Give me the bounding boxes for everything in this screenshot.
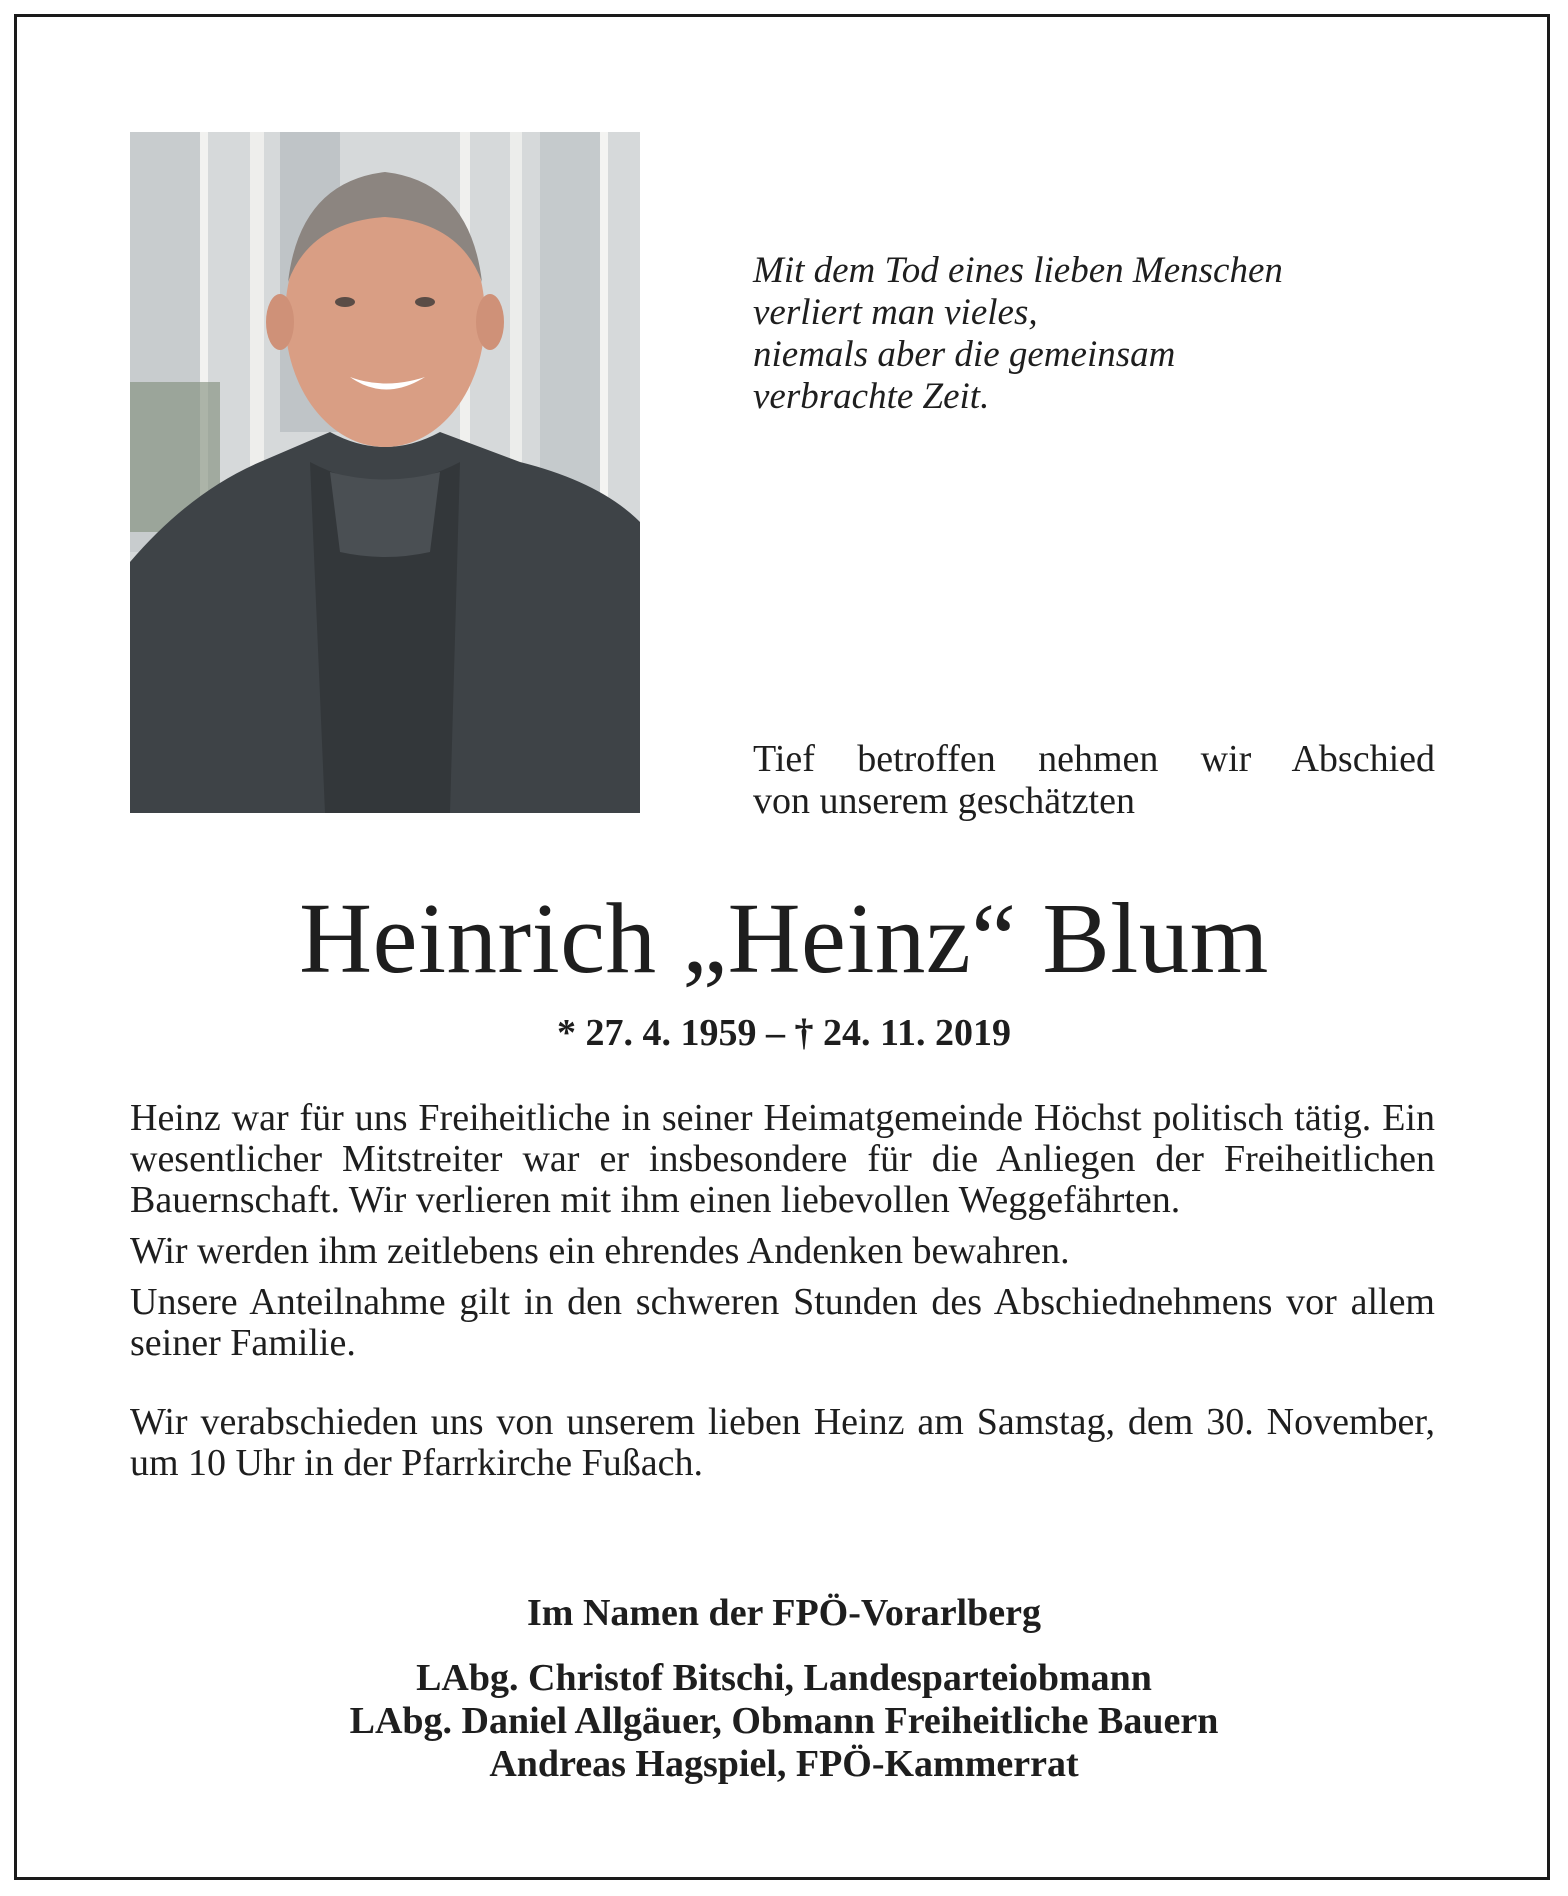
intro-text — [753, 738, 1435, 822]
body-paragraph: Unsere Anteilnahme gilt in den schweren Stunden des Abschiednehmens vor allem seiner Familie. — [130, 1281, 1435, 1364]
memorial-quote — [753, 250, 1433, 418]
intro-line: von unserem geschätzten — [753, 780, 1135, 822]
life-dates: * 27. 4. 1959 – † 24. 11. 2019 — [557, 1012, 1011, 1054]
signatory: LAbg. Daniel Allgäuer, Obmann Freiheitliche Bauern — [349, 1700, 1219, 1742]
quote-line: verbrachte Zeit. — [753, 376, 990, 417]
body-paragraph: Wir werden ihm zeitlebens ein ehrendes Andenken bewahren. — [130, 1230, 1070, 1272]
quote-line: Mit dem Tod eines lieben Menschen — [753, 250, 1283, 291]
signature-heading: Im Namen der FPÖ-Vorarlberg — [527, 1592, 1041, 1634]
body-paragraph: Wir verabschieden uns von unserem lieben Heinz am Samstag, dem 30. November, um 10 Uhr in der Pfarrkirche Fußach. — [130, 1401, 1435, 1484]
quote-line: niemals aber die gemeinsam — [753, 334, 1176, 375]
intro-line: Tief betroffen nehmen wir Abschied — [753, 738, 1435, 780]
signature-block — [0, 1592, 1568, 1786]
signatory: LAbg. Christof Bitschi, Landesparteiobmann — [416, 1657, 1152, 1699]
body-paragraph: Heinz war für uns Freiheitliche in seiner Heimatgemeinde Höchst politisch tätig. Ein wesentlicher Mitstreiter war er insbesondere für die Anliegen der Freiheitlichen Bauernschaft. Wir verlieren mit ihm einen liebevollen Weggefährten. — [130, 1097, 1435, 1221]
portrait-photo — [130, 132, 640, 813]
obituary-body — [130, 1098, 1435, 1494]
deceased-name: Heinrich „Heinz“ Blum — [299, 882, 1269, 994]
signatory: Andreas Hagspiel, FPÖ-Kammerrat — [489, 1743, 1079, 1785]
quote-line: verliert man vieles, — [753, 292, 1038, 333]
